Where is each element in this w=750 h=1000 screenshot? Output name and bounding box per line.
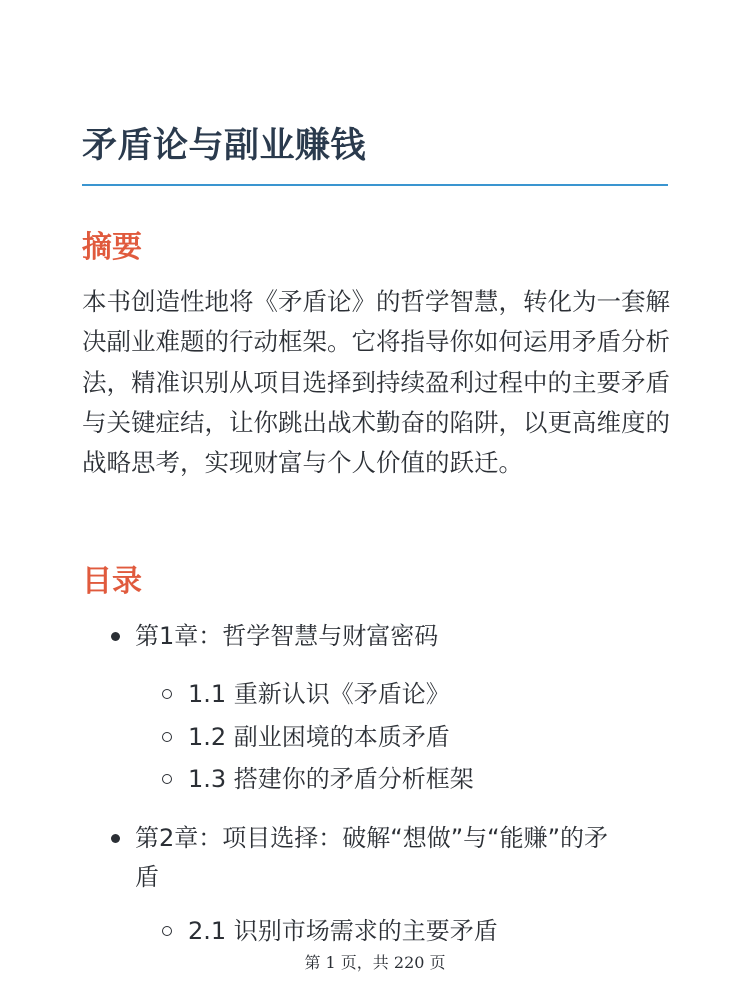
toc-section-1-2[interactable] [188,718,450,757]
abstract-text: 本书创造性地将《矛盾论》的哲学智慧，转化为一套解决副业难题的行动框架。它将指导你如何运用矛盾分析法，精准识别从项目选择到持续盈利过程中的主要矛盾与关键症结，让你跳出战术勤奋的陷阱，以更高维度的战略思考，实现财富与个人价值的跃迁。 [82,287,670,478]
toc-section-2-1[interactable] [188,912,498,951]
page-number-footer: 第 1 页，共 220 页 [304,953,446,972]
bullet-ring-icon [162,689,172,699]
document-title: 矛盾论与副业赚钱 [82,126,367,166]
toc-section-label: 2.1 识别市场需求的主要矛盾 [188,917,498,945]
title-divider [82,184,668,186]
bullet-ring-icon [162,732,172,742]
toc-chapter-2[interactable] [135,819,615,897]
toc-section-1-1[interactable] [188,675,450,714]
abstract-heading: 摘要 [82,230,142,265]
toc-section-label: 1.1 重新认识《矛盾论》 [188,680,450,708]
toc-section-label: 1.3 搭建你的矛盾分析框架 [188,765,474,793]
toc-heading: 目录 [82,564,142,599]
toc-chapter-1[interactable] [135,617,438,656]
bullet-dot-icon [111,632,120,641]
bullet-dot-icon [111,834,120,843]
toc-chapter-label: 第2章：项目选择：破解“想做”与“能赚”的矛盾 [135,824,609,891]
bullet-ring-icon [162,926,172,936]
toc-section-label: 1.2 副业困境的本质矛盾 [188,723,450,751]
toc-chapter-label: 第1章：哲学智慧与财富密码 [135,622,439,650]
toc-section-1-3[interactable] [188,760,474,799]
bullet-ring-icon [162,774,172,784]
